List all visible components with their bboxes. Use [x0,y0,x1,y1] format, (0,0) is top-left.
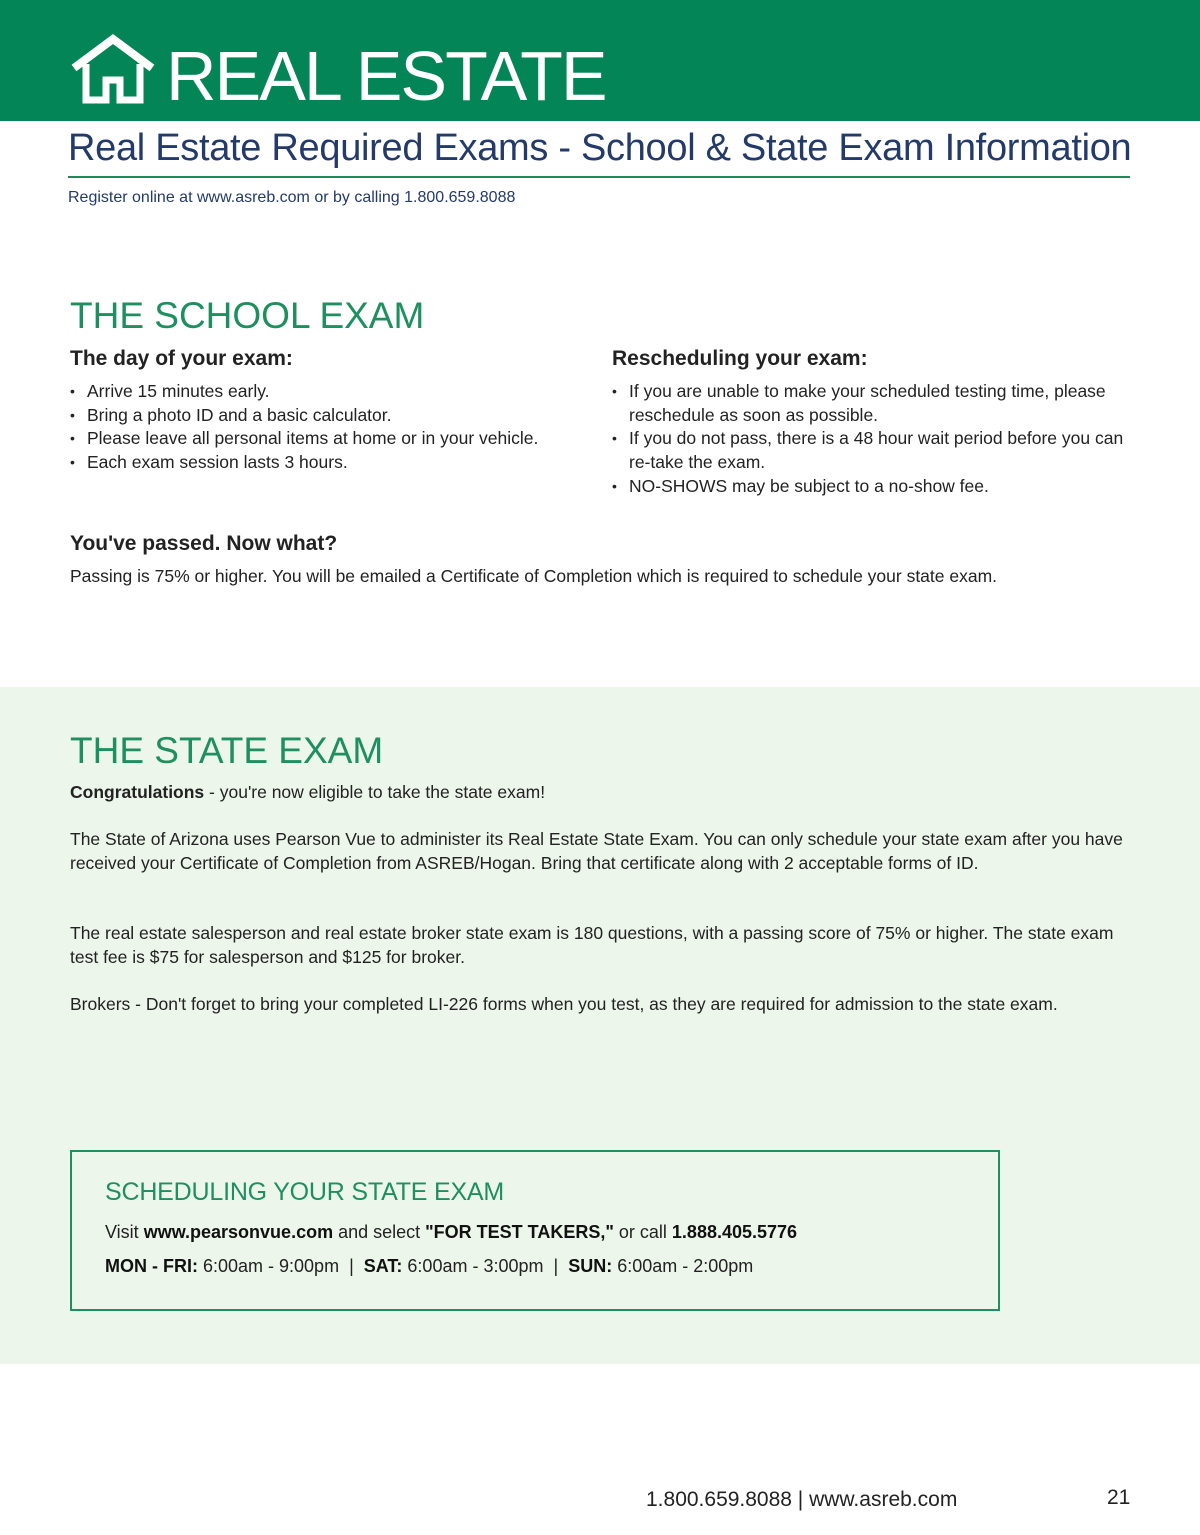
hours-time: 6:00am - 3:00pm [402,1256,544,1276]
page-number: 21 [1107,1486,1131,1509]
page-title: Real Estate Required Exams - School & State Exam Information [68,127,1132,169]
select-label: "FOR TEST TAKERS," [425,1222,614,1242]
visit-prefix: Visit [105,1222,144,1242]
congrats-line [70,781,1130,805]
hours-days: SAT: [363,1256,403,1276]
list-item: • If you are unable to make your scheduled testing time, please reschedule as soon as possible. [612,380,1128,427]
rescheduling-heading: Rescheduling your exam: [612,347,868,370]
state-exam-title: THE STATE EXAM [70,730,384,771]
pearson-website-link[interactable]: www.pearsonvue.com [143,1222,334,1242]
brand-title: REAL ESTATE [166,37,606,115]
state-exam-paragraph-1: The State of Arizona uses Pearson Vue to administer its Real Estate State Exam. You can only schedule your state exam after you have received your Certificate of Completion from ASREB/Hogan. Bring that certificate along with 2 acceptable forms of ID. [70,829,1123,873]
hours-time: 6:00am - 2:00pm [612,1256,754,1276]
scheduling-title: SCHEDULING YOUR STATE EXAM [105,1178,505,1206]
visit-middle: and select [333,1222,426,1242]
hours-days: MON - FRI: [105,1256,198,1276]
passed-heading: You've passed. Now what? [70,532,338,555]
day-of-exam-list [70,380,600,475]
congrats-bold: Congratulations [70,782,205,802]
register-info: Register online at www.asreb.com or by calling 1.800.659.8088 [68,189,516,206]
passed-text: Passing is 75% or higher. You will be emailed a Certificate of Completion which is required to schedule your state exam. [70,566,998,586]
list-item: • NO-SHOWS may be subject to a no-show fee. [612,475,1128,499]
hours-days: SUN: [568,1256,613,1276]
congrats-text: - you're now eligible to take the state exam! [204,782,546,802]
scheduling-hours-line [105,1254,753,1278]
house-icon [70,34,156,106]
list-item: • Arrive 15 minutes early. [70,380,600,404]
school-exam-title: THE SCHOOL EXAM [70,295,425,336]
list-item: • Bring a photo ID and a basic calculator. [70,404,600,428]
call-text: or call [613,1222,672,1242]
hours-separator: | [543,1256,569,1276]
list-item: • If you do not pass, there is a 48 hour wait period before you can re-take the exam. [612,427,1128,474]
hours-separator: | [339,1256,364,1276]
pearson-phone: 1.888.405.5776 [671,1222,798,1242]
footer-contact: 1.800.659.8088 | www.asreb.com [646,1488,958,1511]
heading-divider [68,176,1130,178]
list-item: • Please leave all personal items at home or in your vehicle. [70,427,600,451]
header-banner [0,0,1200,121]
day-of-exam-heading: The day of your exam: [70,347,293,370]
list-item: • Each exam session lasts 3 hours. [70,451,600,475]
hours-time: 6:00am - 9:00pm [197,1256,340,1276]
state-exam-paragraph-2: The real estate salesperson and real estate broker state exam is 180 questions, with a passing score of 75% or higher. The state exam test fee is $75 for salesperson and $125 for broker. [70,923,1114,967]
rescheduling-list [612,380,1128,499]
scheduling-box [70,1150,1000,1311]
state-exam-paragraph-3: Brokers - Don't forget to bring your completed LI-226 forms when you test, as they are required for admission to the state exam. [70,994,1058,1014]
scheduling-contact-line [105,1220,797,1244]
